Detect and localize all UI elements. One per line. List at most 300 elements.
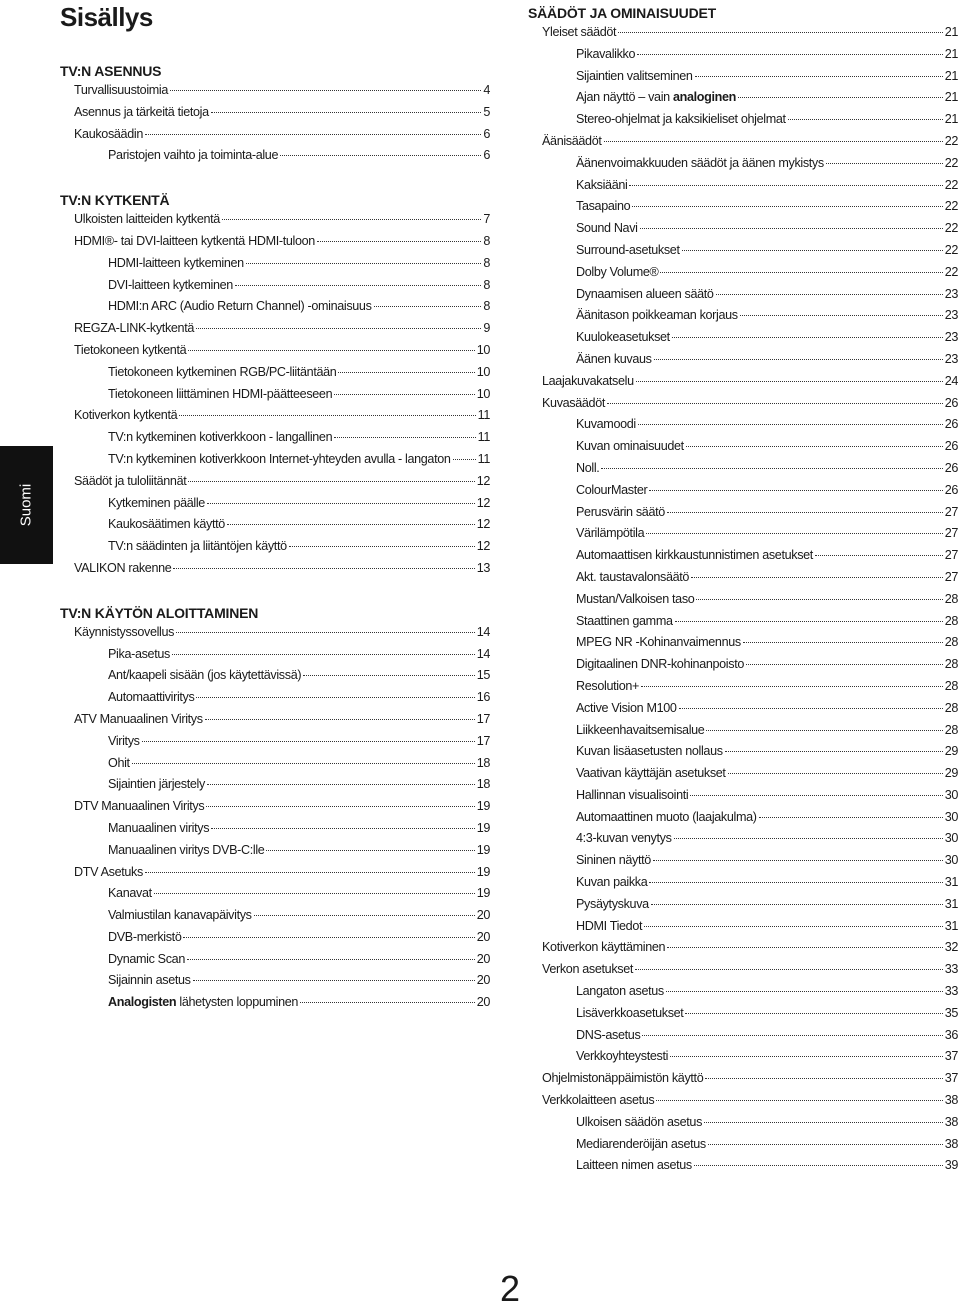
- dot-leader: [738, 97, 943, 98]
- toc-entry[interactable]: [528, 1046, 958, 1068]
- toc-entry[interactable]: [528, 611, 958, 633]
- section-heading: TV:N KYTKENTÄ: [60, 192, 170, 209]
- dot-leader: [289, 546, 475, 547]
- toc-page-number: 19: [476, 799, 490, 814]
- dot-leader: [172, 654, 475, 655]
- toc-page-number: 22: [944, 264, 958, 279]
- toc-entry[interactable]: [528, 44, 958, 66]
- toc-page-number: 19: [476, 886, 490, 901]
- toc-page-number: 20: [476, 929, 490, 944]
- toc-page-number: 20: [476, 995, 490, 1010]
- toc-entry[interactable]: [528, 1003, 958, 1025]
- toc-page-number: 38: [944, 1136, 958, 1151]
- toc-entry-label: Perusvärin säätö: [576, 504, 665, 519]
- dot-leader: [716, 294, 943, 295]
- toc-entry-label: Kuvan ominaisuudet: [576, 439, 684, 454]
- toc-entry[interactable]: [528, 480, 958, 502]
- toc-entry[interactable]: [528, 916, 958, 938]
- toc-entry-label: REGZA-LINK-kytkentä: [74, 321, 195, 336]
- toc-entry-label: Sound Navi: [576, 221, 638, 236]
- dot-leader: [154, 893, 475, 894]
- toc-entry[interactable]: [60, 731, 490, 753]
- toc-entry-label: Sijaintien järjestely: [108, 777, 205, 792]
- dot-leader: [334, 394, 474, 395]
- toc-entry[interactable]: [60, 949, 490, 971]
- toc-page-number: 21: [944, 90, 958, 105]
- toc-entry-label: Äänen kuvaus: [576, 351, 652, 366]
- toc-entry[interactable]: [528, 218, 958, 240]
- toc-entry[interactable]: [60, 883, 490, 905]
- toc-page-number: 6: [483, 148, 490, 163]
- toc-entry-label: Pysäytyskuva: [576, 896, 649, 911]
- dot-leader: [173, 568, 474, 569]
- toc-entry-label: Vaativan käyttäjän asetukset: [576, 766, 726, 781]
- toc-entry[interactable]: [528, 828, 958, 850]
- toc-entry[interactable]: [528, 240, 958, 262]
- toc-entry-label: Ant/kaapeli sisään (jos käytettävissä): [108, 668, 302, 683]
- toc-entry-label: Automaattisen kirkkaustunnistimen asetukset: [576, 548, 813, 563]
- dot-leader: [142, 741, 475, 742]
- toc-entry-label: Dynamic Scan: [108, 951, 185, 966]
- toc-entry[interactable]: [60, 253, 490, 275]
- toc-page-number: 28: [944, 635, 958, 650]
- toc-entry-label: Mediarenderöijän asetus: [576, 1136, 706, 1151]
- toc-page-number: 11: [477, 430, 490, 445]
- dot-leader: [656, 1100, 942, 1101]
- toc-entry-label: Verkkoyhteystesti: [576, 1049, 669, 1064]
- toc-page-number: 8: [483, 299, 490, 314]
- toc-page-number: 22: [944, 133, 958, 148]
- toc-entry-label: Paristojen vaihto ja toiminta-alue: [108, 148, 279, 163]
- toc-page-number: 20: [476, 951, 490, 966]
- dot-leader: [743, 642, 943, 643]
- toc-entry-label-text: lähetysten loppuminen: [179, 995, 299, 1010]
- toc-entry[interactable]: [528, 654, 958, 676]
- toc-entry[interactable]: [528, 894, 958, 916]
- toc-entry[interactable]: [60, 102, 490, 124]
- toc-entry[interactable]: [528, 785, 958, 807]
- dot-leader: [601, 468, 942, 469]
- toc-page-number: 31: [944, 875, 958, 890]
- dot-leader: [170, 90, 481, 91]
- toc-page-number: 27: [944, 504, 958, 519]
- toc-entry-label: Turvallisuustoimia: [74, 83, 169, 97]
- toc-entry-label: Staattinen gamma: [576, 613, 673, 628]
- dot-leader: [179, 415, 475, 416]
- toc-entry[interactable]: [60, 362, 490, 384]
- toc-entry[interactable]: [528, 1112, 958, 1134]
- toc-entry-label: VALIKON rakenne: [74, 560, 172, 575]
- toc-entry-label: Ohit: [108, 755, 130, 770]
- toc-entry-label: Kaukosäätimen käyttö: [108, 517, 225, 532]
- toc-entry[interactable]: [528, 1134, 958, 1156]
- dot-leader: [642, 1035, 942, 1036]
- dot-leader: [254, 915, 475, 916]
- toc-page-number: 26: [944, 460, 958, 475]
- toc-entry[interactable]: [60, 384, 490, 406]
- toc-entry-label: ColourMaster: [576, 482, 648, 497]
- toc-page-number: 10: [476, 342, 490, 357]
- toc-entry[interactable]: [528, 741, 958, 763]
- dot-leader: [690, 795, 942, 796]
- toc-entry[interactable]: [60, 796, 490, 818]
- toc-entry-label: Langaton asetus: [576, 984, 664, 999]
- toc-entry[interactable]: [60, 405, 490, 427]
- toc-entry-label: Kotiverkon kytkentä: [74, 408, 178, 423]
- toc-page-number: 9: [483, 321, 490, 336]
- toc-entry[interactable]: [528, 763, 958, 785]
- toc-entry-label: [108, 992, 298, 1014]
- toc-entry-label: Hallinnan visualisointi: [576, 787, 689, 802]
- dot-leader: [246, 263, 482, 264]
- toc-entry[interactable]: [528, 850, 958, 872]
- toc-entry[interactable]: [528, 981, 958, 1003]
- section-heading: TV:N ASENNUS: [60, 63, 162, 79]
- toc-entry[interactable]: [528, 371, 958, 393]
- dot-leader: [205, 719, 475, 720]
- toc-page-number: 12: [476, 495, 490, 510]
- toc-entry-label: DTV Asetuks: [74, 864, 143, 879]
- toc-entry-label: ATV Manuaalinen Viritys: [74, 711, 203, 726]
- toc-page-number: 19: [476, 864, 490, 879]
- toc-entry[interactable]: [60, 145, 490, 167]
- toc-entry[interactable]: [528, 959, 958, 981]
- dot-leader: [788, 119, 943, 120]
- dot-leader: [740, 315, 943, 316]
- toc-entry-label: DTV Manuaalinen Viritys: [74, 799, 205, 814]
- dot-leader: [646, 533, 942, 534]
- toc-entry-label: Manuaalinen viritys DVB-C:lle: [108, 842, 265, 857]
- toc-entry[interactable]: [60, 862, 490, 884]
- dot-leader: [453, 459, 476, 460]
- toc-entry-label: Yleiset säädöt: [542, 25, 617, 39]
- toc-page-number: 24: [944, 373, 958, 388]
- toc-entry[interactable]: [528, 1068, 958, 1090]
- toc-entry-label: Tietokoneen liittäminen HDMI-päätteeseen: [108, 386, 333, 401]
- dot-leader: [207, 503, 475, 504]
- toc-page-number: 39: [944, 1158, 958, 1173]
- toc-page-number: 30: [944, 831, 958, 846]
- toc-entry[interactable]: [60, 905, 490, 927]
- toc-entry[interactable]: [528, 393, 958, 415]
- toc-entry[interactable]: [528, 632, 958, 654]
- toc-entry[interactable]: [528, 131, 958, 153]
- toc-entry[interactable]: [60, 536, 490, 558]
- toc-entry[interactable]: [528, 676, 958, 698]
- toc-entry-label: Ulkoisen säädön asetus: [576, 1114, 703, 1129]
- toc-page-number: 18: [476, 777, 490, 792]
- toc-entry[interactable]: [60, 622, 490, 644]
- dot-leader: [145, 872, 475, 873]
- toc-entry-label: Akt. taustavalonsäätö: [576, 569, 690, 584]
- toc-page-number: 14: [476, 646, 490, 661]
- toc-entry[interactable]: [60, 427, 490, 449]
- toc-entry-label: Tietokoneen kytkeminen RGB/PC-liitäntään: [108, 364, 337, 379]
- toc-entry[interactable]: [60, 449, 490, 471]
- dot-leader: [211, 112, 482, 113]
- dot-leader: [672, 337, 943, 338]
- toc-entry[interactable]: [528, 87, 958, 109]
- toc-page-number: 21: [944, 112, 958, 127]
- toc-page-number: 23: [944, 286, 958, 301]
- toc-entry-label: Tasapaino: [576, 199, 631, 214]
- toc-page-number: 7: [483, 212, 490, 227]
- toc-entry-label: Kaksiääni: [576, 177, 628, 192]
- toc-page-number: 22: [944, 177, 958, 192]
- dot-leader: [640, 228, 943, 229]
- dot-leader: [759, 817, 943, 818]
- dot-leader: [187, 959, 475, 960]
- toc-entry[interactable]: [528, 523, 958, 545]
- toc-entry[interactable]: [60, 665, 490, 687]
- toc-entry-label: Digitaalinen DNR-kohinanpoisto: [576, 657, 745, 672]
- toc-entry-label: Asennus ja tärkeitä tietoja: [74, 104, 209, 119]
- toc-page-number: 11: [477, 451, 490, 466]
- toc-entry[interactable]: [60, 970, 490, 992]
- toc-entry[interactable]: [60, 709, 490, 731]
- dot-leader: [654, 359, 943, 360]
- toc-entry[interactable]: [60, 231, 490, 253]
- toc-page-number: 21: [944, 25, 958, 39]
- dot-leader: [317, 241, 481, 242]
- dot-leader: [604, 141, 943, 142]
- dot-leader: [132, 763, 475, 764]
- toc-entry-label: Resolution+: [576, 678, 640, 693]
- toc-entry[interactable]: [60, 318, 490, 340]
- dot-leader: [695, 76, 943, 77]
- toc-entry[interactable]: [60, 340, 490, 362]
- toc-entry-label: Valmiustilan kanavapäivitys: [108, 908, 252, 923]
- toc-entry[interactable]: [60, 687, 490, 709]
- dot-leader: [188, 350, 474, 351]
- dot-leader: [686, 446, 943, 447]
- toc-entry-label: TV:n kytkeminen kotiverkkoon Internet-yhteyden avulla - langaton: [108, 451, 451, 466]
- toc-entry-label: TV:n säädinten ja liitäntöjen käyttö: [108, 539, 287, 554]
- toc-entry-label: Mustan/Valkoisen taso: [576, 591, 695, 606]
- toc-page-number: 20: [476, 908, 490, 923]
- dot-leader: [206, 806, 474, 807]
- dot-leader: [196, 328, 481, 329]
- toc-entry[interactable]: [528, 545, 958, 567]
- toc-entry[interactable]: [528, 414, 958, 436]
- toc-page-number: 28: [944, 657, 958, 672]
- dot-leader: [708, 1144, 943, 1145]
- toc-page-number: 26: [944, 395, 958, 410]
- toc-entry[interactable]: [60, 209, 490, 231]
- toc-entry-label: Viritys: [108, 733, 140, 748]
- side-tab-label: Suomi: [17, 483, 35, 527]
- dot-leader: [635, 969, 943, 970]
- toc-entry[interactable]: [60, 275, 490, 297]
- toc-entry-label-bold: analoginen: [672, 90, 736, 105]
- toc-entry[interactable]: [60, 927, 490, 949]
- toc-entry[interactable]: [60, 296, 490, 318]
- toc-entry-label: Äänenvoimakkuuden säädöt ja äänen mykistys: [576, 155, 824, 170]
- dot-leader: [705, 1078, 942, 1079]
- toc-entry[interactable]: [528, 305, 958, 327]
- toc-entry-label: Liikkeenhavaitsemisalue: [576, 722, 705, 737]
- toc-entry-label: Verkkolaitteen asetus: [542, 1093, 655, 1108]
- dot-leader: [651, 904, 943, 905]
- dot-leader: [691, 577, 943, 578]
- dot-leader: [176, 632, 475, 633]
- toc-entry[interactable]: [528, 872, 958, 894]
- toc-entry[interactable]: [528, 349, 958, 371]
- toc-entry[interactable]: [528, 1155, 958, 1177]
- dot-leader: [303, 675, 474, 676]
- toc-entry-label: DNS-asetus: [576, 1027, 641, 1042]
- toc-page-number: 26: [944, 439, 958, 454]
- toc-entry[interactable]: [528, 807, 958, 829]
- toc-entry[interactable]: [528, 567, 958, 589]
- toc-page-number: 19: [476, 842, 490, 857]
- dot-leader: [196, 697, 474, 698]
- toc-entry[interactable]: [60, 514, 490, 536]
- toc-entry[interactable]: [528, 698, 958, 720]
- toc-page-number: 22: [944, 155, 958, 170]
- toc-entry-label: Stereo-ohjelmat ja kaksikieliset ohjelmat: [576, 112, 786, 127]
- toc-page-number: 22: [944, 199, 958, 214]
- toc-page-number: 13: [476, 560, 490, 575]
- toc-entry-label: Pikavalikko: [576, 46, 636, 61]
- toc-entry-label: Käynnistyssovellus: [74, 624, 175, 639]
- toc-entry-label: Manuaalinen viritys: [108, 820, 210, 835]
- toc-entry[interactable]: [528, 153, 958, 175]
- toc-entry-label: [576, 87, 736, 109]
- toc-entry-label: Kanavat: [108, 886, 152, 901]
- toc-page-number: 22: [944, 242, 958, 257]
- toc-entry[interactable]: [60, 471, 490, 493]
- toc-entry[interactable]: [528, 284, 958, 306]
- dot-leader: [644, 926, 943, 927]
- dot-leader: [667, 512, 943, 513]
- section-spacer: [60, 580, 490, 604]
- dot-leader: [653, 860, 943, 861]
- toc-entry[interactable]: [528, 436, 958, 458]
- toc-entry[interactable]: [528, 262, 958, 284]
- toc-entry[interactable]: [60, 818, 490, 840]
- dot-leader: [207, 784, 475, 785]
- toc-entry[interactable]: [60, 774, 490, 796]
- dot-leader: [145, 134, 481, 135]
- toc-entry[interactable]: [60, 558, 490, 580]
- dot-leader: [637, 54, 943, 55]
- dot-leader: [183, 937, 474, 938]
- section-heading: SÄÄDÖT JA OMINAISUUDET: [528, 5, 716, 21]
- toc-entry[interactable]: [60, 493, 490, 515]
- toc-entry-label: Pika-asetus: [108, 646, 170, 661]
- dot-leader: [266, 850, 474, 851]
- toc-entry[interactable]: [528, 327, 958, 349]
- toc-entry[interactable]: [528, 22, 958, 44]
- toc-entry[interactable]: [528, 1025, 958, 1047]
- toc-entry-label: Verkon asetukset: [542, 962, 634, 977]
- toc-entry[interactable]: [528, 937, 958, 959]
- toc-entry[interactable]: [528, 196, 958, 218]
- toc-page-number: 35: [944, 1005, 958, 1020]
- dot-leader: [636, 381, 943, 382]
- toc-entry[interactable]: [60, 124, 490, 146]
- toc-entry[interactable]: [528, 109, 958, 131]
- toc-entry-label: Active Vision M100: [576, 700, 677, 715]
- toc-page-number: 37: [944, 1071, 958, 1086]
- toc-entry-label: Lisäverkkoasetukset: [576, 1005, 684, 1020]
- toc-page-number: 23: [944, 308, 958, 323]
- toc-entry-label: Sininen näyttö: [576, 853, 651, 868]
- toc-entry[interactable]: [528, 589, 958, 611]
- toc-page-number: 26: [944, 482, 958, 497]
- dot-leader: [193, 980, 475, 981]
- toc-entry-label-bold: Analogisten: [108, 995, 177, 1010]
- toc-entry-label: HDMI®- tai DVI-laitteen kytkentä HDMI-tuloon: [74, 233, 315, 248]
- dot-leader: [607, 403, 943, 404]
- toc-page-number: 22: [944, 221, 958, 236]
- toc-entry[interactable]: [60, 840, 490, 862]
- toc-entry[interactable]: [60, 992, 490, 1014]
- dot-leader: [338, 372, 474, 373]
- toc-page-number: 10: [476, 364, 490, 379]
- dot-leader: [638, 424, 943, 425]
- toc-entry-label: HDMI-laitteen kytkeminen: [108, 255, 244, 270]
- toc-page-number: 29: [944, 766, 958, 781]
- toc-page-number: 28: [944, 722, 958, 737]
- toc-entry[interactable]: [528, 458, 958, 480]
- dot-leader: [675, 621, 943, 622]
- dot-leader: [649, 882, 942, 883]
- dot-leader: [649, 490, 942, 491]
- toc-entry-label: Kuvasäädöt: [542, 395, 606, 410]
- dot-leader: [679, 708, 943, 709]
- toc-page-number: 30: [944, 853, 958, 868]
- toc-entry[interactable]: [528, 1090, 958, 1112]
- page-number: 2: [500, 1268, 521, 1309]
- toc-page-number: 32: [944, 940, 958, 955]
- toc-entry[interactable]: [528, 502, 958, 524]
- toc-page-number: 28: [944, 591, 958, 606]
- toc-entry[interactable]: [528, 175, 958, 197]
- toc-page-number: 12: [476, 517, 490, 532]
- toc-entry-label: Kaukosäädin: [74, 126, 143, 141]
- toc-page-number: 6: [483, 126, 490, 141]
- toc-entry-label: DVB-merkistö: [108, 929, 182, 944]
- toc-entry-label: Kuvan lisäasetusten nollaus: [576, 744, 723, 759]
- toc-entry[interactable]: [528, 66, 958, 88]
- toc-entry-label: Tietokoneen kytkentä: [74, 342, 187, 357]
- toc-right-column: [528, 4, 958, 1177]
- toc-entry-label: Surround-asetukset: [576, 242, 680, 257]
- dot-leader: [660, 272, 942, 273]
- dot-leader: [629, 185, 942, 186]
- dot-leader: [685, 1013, 942, 1014]
- toc-entry-label: Ulkoisten laitteiden kytkentä: [74, 212, 220, 227]
- dot-leader: [696, 599, 942, 600]
- dot-leader: [211, 828, 475, 829]
- toc-entry-label: Sijainnin asetus: [108, 973, 191, 988]
- toc-entry-label: Äänitason poikkeaman korjaus: [576, 308, 738, 323]
- dot-leader: [632, 206, 942, 207]
- toc-entry-label: Laajakuvakatselu: [542, 373, 634, 388]
- toc-entry[interactable]: [528, 720, 958, 742]
- dot-leader: [728, 773, 943, 774]
- toc-page-number: 12: [476, 539, 490, 554]
- toc-page-number: 28: [944, 700, 958, 715]
- toc-entry-label: Säädöt ja tuloliitännät: [74, 473, 187, 488]
- toc-entry[interactable]: [60, 80, 490, 102]
- toc-entry-label: Laitteen nimen asetus: [576, 1158, 692, 1173]
- toc-entry[interactable]: [60, 644, 490, 666]
- toc-entry[interactable]: [60, 753, 490, 775]
- toc-page-number: 8: [483, 233, 490, 248]
